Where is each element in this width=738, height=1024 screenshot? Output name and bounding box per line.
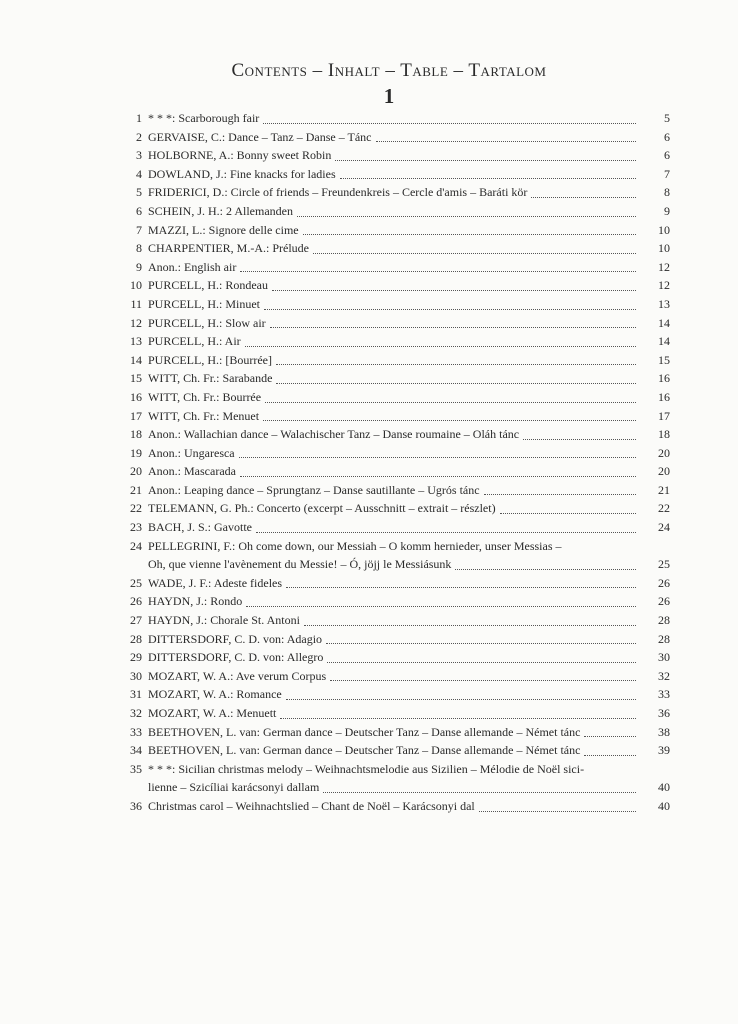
entry-title: WITT, Ch. Fr.: Menuet (148, 408, 260, 423)
entry-page: 16 (658, 389, 670, 404)
entry-title: CHARPENTIER, M.-A.: Prélude (148, 241, 309, 256)
entry-number: 1 (136, 111, 142, 125)
entry-title: Anon.: English air (148, 259, 237, 274)
toc-entry (118, 741, 670, 760)
entry-page: 6 (664, 148, 670, 163)
entry-number: 15 (130, 371, 142, 386)
leader-dots (246, 605, 636, 607)
toc-entry (118, 388, 670, 407)
entry-number: 35 (130, 761, 142, 776)
entry-title: DITTERSDORF, C. D. von: Adagio (148, 631, 323, 646)
leader-dots (313, 252, 636, 254)
leader-dots (327, 661, 636, 663)
leader-dots (523, 438, 636, 440)
entry-title: TELEMANN, G. Ph.: Concerto (excerpt – Ausschnitt – extrait – részlet) (148, 501, 496, 516)
entry-number: 16 (130, 389, 142, 404)
entry-page: 22 (658, 501, 670, 516)
entry-title: PELLEGRINI, F.: Oh come down, our Messiah – O komm hernieder, unser Messias – (148, 538, 562, 553)
entry-number: 3 (136, 148, 142, 163)
page-title: Contents – Inhalt – Table – Tartalom (231, 60, 547, 81)
toc-entry (118, 183, 670, 202)
entry-page: 15 (658, 352, 670, 367)
entry-title: Anon.: Mascarada (148, 464, 236, 479)
leader-dots (531, 196, 636, 198)
entry-number: 20 (130, 464, 142, 479)
entry-number: 18 (130, 427, 142, 442)
toc-entry (118, 444, 670, 463)
entry-title: BEETHOVEN, L. van: German dance – Deutscher Tanz – Danse allemande – Német tánc (148, 743, 581, 758)
toc-entry (118, 499, 670, 518)
table-of-contents (118, 109, 670, 816)
entry-page: 25 (658, 557, 670, 572)
entry-title: BACH, J. S.: Gavotte (148, 520, 253, 535)
entry-title: HAYDN, J.: Rondo (148, 594, 243, 609)
toc-entry (118, 202, 670, 221)
entry-page: 17 (658, 408, 670, 423)
entry-title-continued: lienne – Szicíliai karácsonyi dallam (148, 780, 320, 795)
leader-dots (263, 122, 636, 124)
entry-number: 31 (130, 687, 142, 702)
entry-number: 23 (130, 520, 142, 535)
toc-entry (118, 592, 670, 611)
leader-dots (276, 382, 636, 384)
entry-page: 12 (658, 259, 670, 274)
entry-title: DOWLAND, J.: Fine knacks for ladies (148, 166, 336, 181)
entry-title: PURCELL, H.: Air (148, 334, 241, 349)
leader-dots (340, 177, 636, 179)
toc-entry (118, 518, 670, 537)
leader-dots (286, 698, 636, 700)
entry-page: 18 (658, 427, 670, 442)
toc-entry (118, 760, 670, 779)
leader-dots (286, 586, 636, 588)
leader-dots (323, 791, 636, 793)
entry-title: PURCELL, H.: Slow air (148, 315, 266, 330)
leader-dots (303, 233, 636, 235)
entry-page: 16 (658, 371, 670, 386)
leader-dots (256, 531, 636, 533)
entry-page: 6 (664, 129, 670, 144)
entry-number: 19 (130, 445, 142, 460)
entry-number: 28 (130, 631, 142, 646)
entry-page: 7 (664, 166, 670, 181)
entry-page: 10 (658, 241, 670, 256)
leader-dots (584, 735, 636, 737)
toc-entry (118, 537, 670, 556)
entry-page: 39 (658, 743, 670, 758)
toc-entry (118, 462, 670, 481)
leader-dots (276, 363, 636, 365)
entry-title: DITTERSDORF, C. D. von: Allegro (148, 650, 324, 665)
toc-entry (118, 611, 670, 630)
leader-dots (280, 717, 636, 719)
entry-number: 26 (130, 594, 142, 609)
toc-entry (118, 239, 670, 258)
entry-page: 5 (664, 111, 670, 125)
leader-dots (326, 642, 636, 644)
entry-title: HOLBORNE, A.: Bonny sweet Robin (148, 148, 332, 163)
entry-page: 8 (664, 185, 670, 200)
entry-title: HAYDN, J.: Chorale St. Antoni (148, 613, 300, 628)
toc-entry (118, 685, 670, 704)
toc-entry-continuation (118, 778, 670, 797)
leader-dots (376, 140, 637, 142)
entry-title: PURCELL, H.: [Bourrée] (148, 352, 272, 367)
entry-title: BEETHOVEN, L. van: German dance – Deutscher Tanz – Danse allemande – Német tánc (148, 724, 581, 739)
entry-number: 25 (130, 575, 142, 590)
leader-dots (239, 456, 636, 458)
toc-entry (118, 723, 670, 742)
entry-title: Christmas carol – Weihnachtslied – Chant de Noël – Karácsonyi dal (148, 798, 475, 813)
leader-dots (272, 289, 636, 291)
entry-number: 27 (130, 613, 142, 628)
entry-page: 10 (658, 222, 670, 237)
entry-page: 38 (658, 724, 670, 739)
leader-dots (240, 270, 636, 272)
entry-page: 28 (658, 613, 670, 628)
entry-page: 12 (658, 278, 670, 293)
entry-number: 32 (130, 706, 142, 720)
entry-page: 26 (658, 575, 670, 590)
toc-entry (118, 351, 670, 370)
toc-entry (118, 407, 670, 426)
entry-page: 28 (658, 631, 670, 646)
leader-dots (264, 308, 636, 310)
toc-entry (118, 109, 670, 128)
entry-title: FRIDERICI, D.: Circle of friends – Freundenkreis – Cercle d'amis – Baráti kör (148, 185, 528, 200)
leader-dots (500, 512, 636, 514)
toc-entry (118, 481, 670, 500)
entry-number: 12 (130, 315, 142, 330)
entry-page: 36 (658, 706, 670, 720)
entry-number: 33 (130, 724, 142, 739)
entry-number: 34 (130, 743, 142, 758)
entry-number: 11 (130, 296, 142, 311)
entry-number: 36 (130, 798, 142, 813)
entry-number: 24 (130, 538, 142, 553)
toc-entry (118, 574, 670, 593)
leader-dots (479, 810, 636, 812)
toc-entry (118, 146, 670, 165)
leader-dots (484, 493, 636, 495)
entry-title: * * *: Sicilian christmas melody – Weihnachtsmelodie aus Sizilien – Mélodie de Noël sici- (148, 761, 585, 776)
entry-number: 13 (130, 334, 142, 349)
toc-entry (118, 258, 670, 277)
toc-entry (118, 128, 670, 147)
entry-title: WADE, J. F.: Adeste fideles (148, 575, 283, 590)
entry-title: MOZART, W. A.: Menuett (148, 706, 277, 720)
entry-number: 2 (136, 129, 142, 144)
toc-entry (118, 295, 670, 314)
entry-page: 20 (658, 464, 670, 479)
entry-title-continued: Oh, que vienne l'avènement du Messie! – Ó, jöjj le Messiásunk (148, 557, 452, 572)
entry-title: Anon.: Wallachian dance – Walachischer Tanz – Danse roumaine – Oláh tánc (148, 427, 520, 442)
entry-number: 22 (130, 501, 142, 516)
leader-dots (245, 345, 636, 347)
entry-number: 9 (136, 259, 142, 274)
toc-entry (118, 165, 670, 184)
entry-title: Anon.: Ungaresca (148, 445, 235, 460)
entry-number: 10 (130, 278, 142, 293)
leader-dots (263, 419, 636, 421)
entry-number: 14 (130, 352, 142, 367)
toc-entry (118, 667, 670, 686)
toc-entry (118, 332, 670, 351)
entry-page: 14 (658, 334, 670, 349)
entry-page: 40 (658, 780, 670, 795)
toc-entry (118, 425, 670, 444)
entry-title: SCHEIN, J. H.: 2 Allemanden (148, 203, 293, 218)
leader-dots (270, 326, 636, 328)
leader-dots (330, 679, 636, 681)
entry-title: GERVAISE, C.: Dance – Tanz – Danse – Tánc (148, 129, 372, 144)
entry-title: * * *: Scarborough fair (148, 111, 260, 125)
entry-number: 5 (136, 185, 142, 200)
entry-title: WITT, Ch. Fr.: Bourrée (148, 389, 262, 404)
entry-page: 14 (658, 315, 670, 330)
toc-entry (118, 648, 670, 667)
entry-page: 21 (658, 482, 670, 497)
entry-title: MOZART, W. A.: Romance (148, 687, 282, 702)
leader-dots (304, 624, 636, 626)
toc-entry (118, 221, 670, 240)
toc-entry-continuation (118, 555, 670, 574)
leader-dots (240, 475, 636, 477)
entry-page: 9 (664, 203, 670, 218)
entry-page: 32 (658, 668, 670, 683)
leader-dots (455, 568, 636, 570)
entry-number: 21 (130, 482, 142, 497)
entry-title: MOZART, W. A.: Ave verum Corpus (148, 668, 327, 683)
entry-title: MAZZI, L.: Signore delle cime (148, 222, 299, 237)
toc-entry (118, 630, 670, 649)
entry-title: WITT, Ch. Fr.: Sarabande (148, 371, 273, 386)
leader-dots (297, 215, 636, 217)
toc-entry (118, 797, 670, 816)
entry-number: 6 (136, 203, 142, 218)
leader-dots (584, 754, 636, 756)
entry-page: 40 (658, 798, 670, 813)
entry-number: 29 (130, 650, 142, 665)
entry-page: 24 (658, 520, 670, 535)
volume-number: 1 (383, 84, 395, 108)
entry-page: 20 (658, 445, 670, 460)
entry-number: 8 (136, 241, 142, 256)
entry-page: 33 (658, 687, 670, 702)
entry-title: PURCELL, H.: Rondeau (148, 278, 268, 293)
toc-entry (118, 314, 670, 333)
toc-entry (118, 276, 670, 295)
entry-number: 30 (130, 668, 142, 683)
toc-entry (118, 369, 670, 388)
entry-number: 17 (130, 408, 142, 423)
leader-dots (265, 401, 636, 403)
entry-title: Anon.: Leaping dance – Sprungtanz – Danse sautillante – Ugrós tánc (148, 482, 480, 497)
entry-page: 26 (658, 594, 670, 609)
entry-title: PURCELL, H.: Minuet (148, 296, 261, 311)
entry-number: 4 (136, 166, 142, 181)
entry-page: 30 (658, 650, 670, 665)
toc-entry (118, 704, 670, 723)
entry-number: 7 (136, 222, 142, 237)
entry-page: 13 (658, 296, 670, 311)
leader-dots (335, 159, 636, 161)
